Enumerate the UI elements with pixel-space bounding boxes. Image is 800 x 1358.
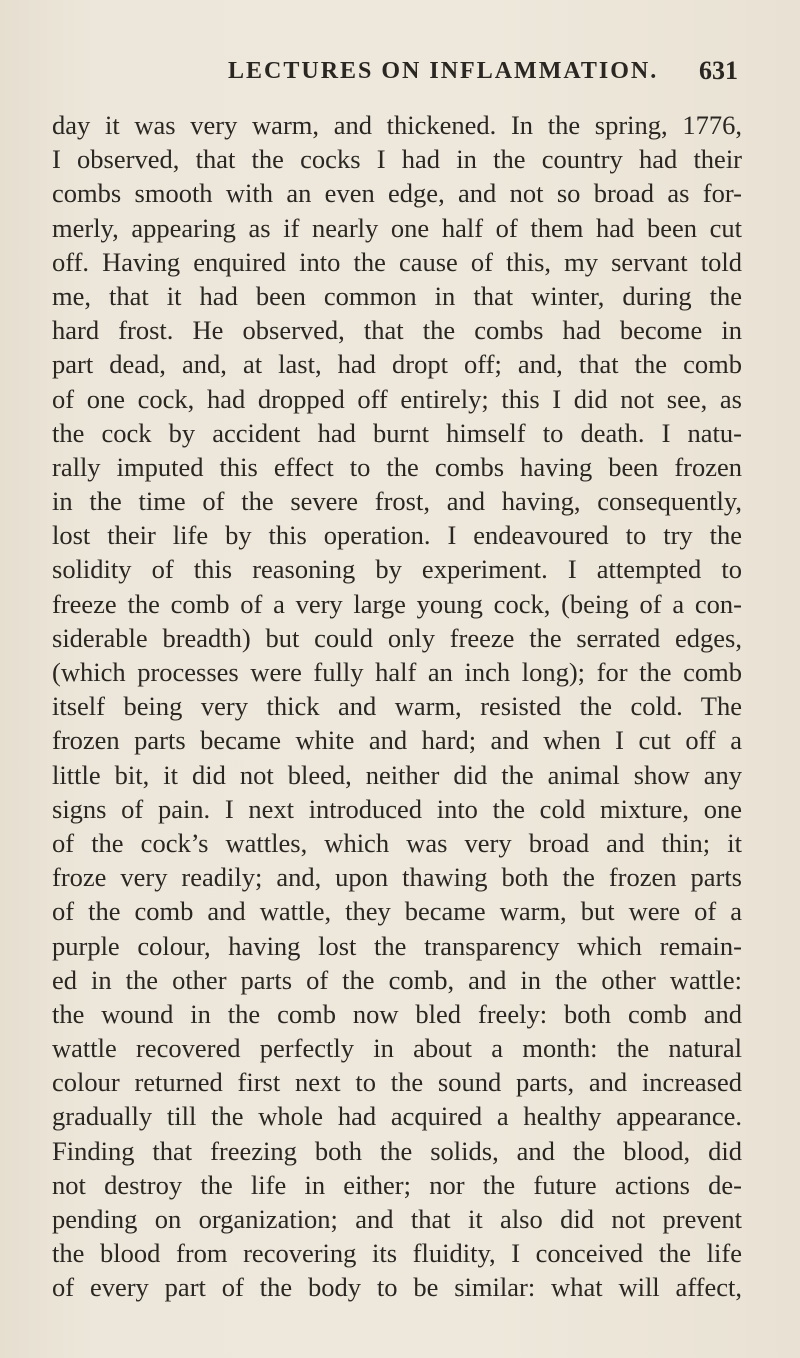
text-line: part dead, and, at last, had dropt off; and, that the comb	[52, 349, 742, 380]
text-line: siderable breadth) but could only freeze the serrated edges,	[52, 622, 742, 653]
text-line: (which processes were fully half an inch long); for the comb	[52, 657, 742, 687]
body-text	[52, 108, 742, 1305]
text-line: day it was very warm, and thickened. In the spring, 1776,	[52, 110, 742, 140]
text-line: ed in the other parts of the comb, and in the other wattle:	[52, 964, 742, 995]
text-line: off. Having enquired into the cause of this, my servant told	[52, 246, 742, 277]
running-title: LECTURES ON INFLAMMATION.	[228, 58, 659, 84]
text-line: signs of pain. I next introduced into the cold mixture, one	[52, 793, 742, 824]
text-line: wattle recovered perfectly in about a month: the natural	[52, 1033, 742, 1064]
text-line: frozen parts became white and hard; and when I cut off a	[52, 725, 742, 756]
text-line: little bit, it did not bleed, neither did the animal show any	[52, 759, 742, 790]
text-line: merly, appearing as if nearly one half of them had been cut	[52, 212, 742, 243]
text-line: froze very readily; and, upon thawing both the frozen parts	[52, 862, 742, 893]
text-line: of the comb and wattle, they became warm, but were of a	[52, 896, 742, 927]
text-line: the blood from recovering its fluidity, I conceived the life	[52, 1238, 742, 1269]
text-line: Finding that freezing both the solids, and the blood, did	[52, 1135, 742, 1166]
text-line: me, that it had been common in that winter, during the	[52, 280, 742, 311]
text-line: not destroy the life in either; nor the future actions de-	[52, 1169, 742, 1200]
text-line: the wound in the comb now bled freely: both comb and	[52, 998, 742, 1029]
page-number: 631	[699, 56, 738, 85]
text-line: in the time of the severe frost, and having, consequently,	[52, 486, 742, 517]
text-line: combs smooth with an even edge, and not so broad as for-	[52, 178, 742, 209]
text-line: freeze the comb of a very large young cock, (being of a con-	[52, 588, 742, 619]
text-line: of every part of the body to be similar: what will affect,	[52, 1272, 742, 1303]
text-line: of the cock’s wattles, which was very broad and thin; it	[52, 827, 742, 858]
text-line: lost their life by this operation. I endeavoured to try the	[52, 520, 742, 551]
text-line: hard frost. He observed, that the combs had become in	[52, 315, 742, 346]
page-header	[0, 50, 800, 90]
text-line: colour returned first next to the sound parts, and increased	[52, 1067, 742, 1098]
text-line: the cock by accident had burnt himself to death. I natu-	[52, 417, 742, 448]
text-line: of one cock, had dropped off entirely; this I did not see, as	[52, 383, 742, 414]
text-line: rally imputed this effect to the combs having been frozen	[52, 451, 742, 482]
text-line: pending on organization; and that it also did not prevent	[52, 1204, 742, 1234]
text-line: solidity of this reasoning by experiment. I attempted to	[52, 554, 742, 585]
text-line: gradually till the whole had acquired a healthy appearance.	[52, 1101, 742, 1132]
text-line: I observed, that the cocks I had in the country had their	[52, 144, 742, 175]
text-line: itself being very thick and warm, resisted the cold. The	[52, 691, 742, 722]
text-line: purple colour, having lost the transparency which remain-	[52, 930, 742, 961]
